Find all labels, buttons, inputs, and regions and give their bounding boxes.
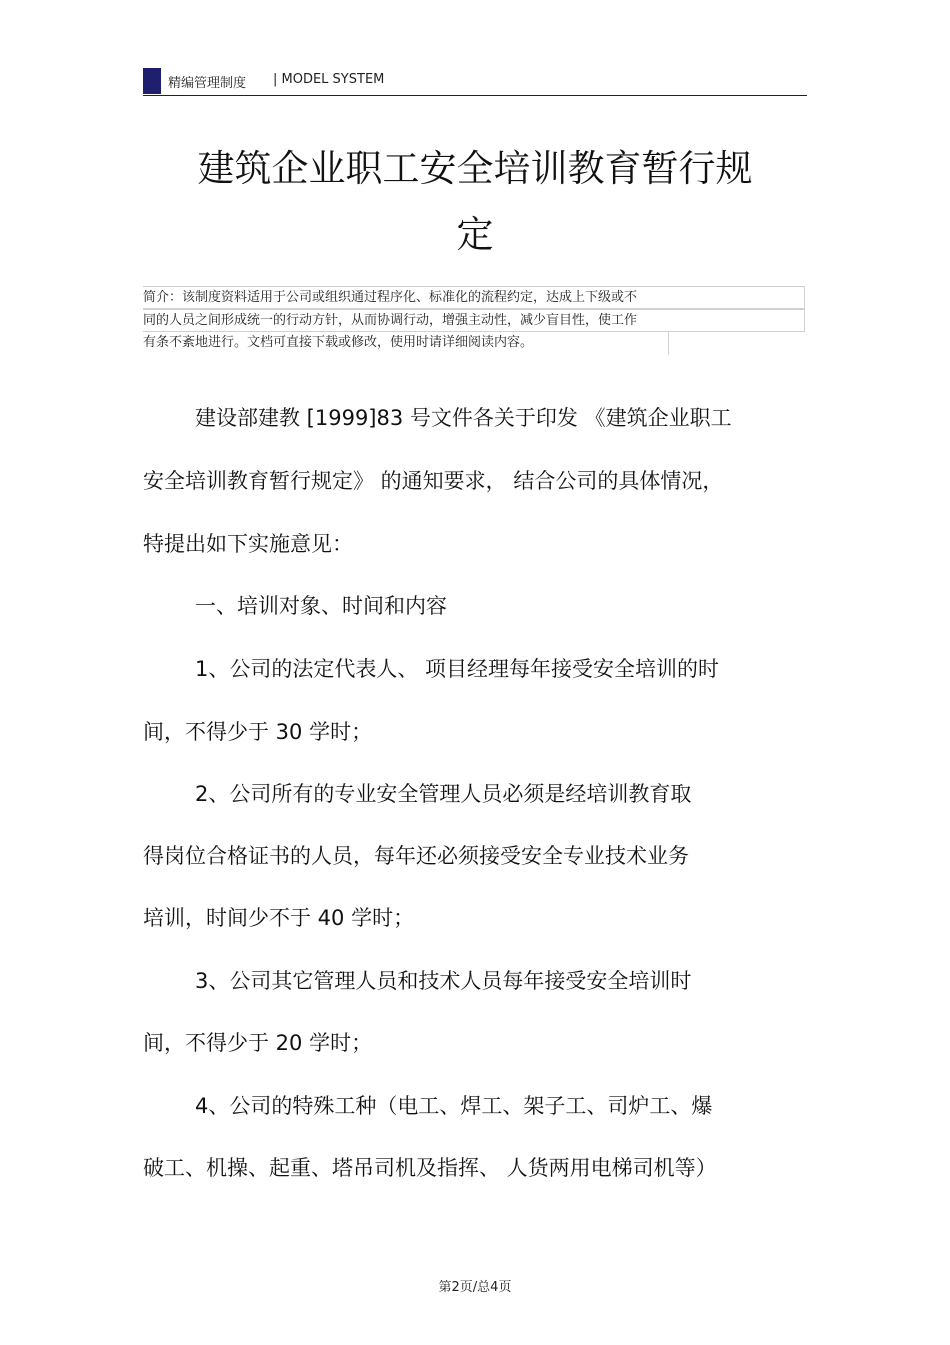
body-line-11: 间，不得少于 20 学时； [143, 1031, 373, 1055]
header-brand: 精编管理制度 [168, 76, 247, 91]
title-line-1: 建筑企业职工安全培训教育暂行规 [197, 147, 753, 190]
section-heading-1: 一、培训对象、时间和内容 [195, 594, 447, 618]
intro-box [143, 286, 805, 355]
title-line-2: 定 [456, 213, 494, 256]
body-line-13: 破工、机操、起重、塔吊司机及指挥、 人货两用电梯司机等） [143, 1156, 717, 1180]
document-title [140, 136, 810, 268]
header-system-label: | MODEL SYSTEM [273, 72, 385, 87]
logo-icon [143, 68, 161, 94]
intro-line-1: 简介：该制度资料适用于公司或组织通过程序化、标准化的流程约定，达成上下级或不 [143, 286, 805, 309]
body-line-9: 培训，时间少不于 40 学时； [143, 906, 415, 930]
body-line-6: 间，不得少于 30 学时； [143, 720, 373, 744]
body-line-7: 2、公司所有的专业安全管理人员必须是经培训教育取 [195, 782, 692, 806]
body-line-12: 4、公司的特殊工种（电工、焊工、架子工、司炉工、爆 [195, 1094, 713, 1118]
body-line-3: 特提出如下实施意见： [143, 532, 353, 556]
body-line-10: 3、公司其它管理人员和技术人员每年接受安全培训时 [195, 969, 692, 993]
body-line-5: 1、公司的法定代表人、 项目经理每年接受安全培训的时 [195, 657, 720, 681]
body-line-1: 建设部建教 [1999]83 号文件各关于印发 《建筑企业职工 [195, 406, 732, 430]
body-line-8: 得岗位合格证书的人员，每年还必须接受安全专业技术业务 [143, 844, 689, 868]
intro-line-2: 同的人员之间形成统一的行动方针，从而协调行动，增强主动性，减少盲目性，使工作 [143, 309, 805, 332]
page-header [143, 66, 807, 96]
page-footer: 第2页/总4页 [438, 1280, 512, 1295]
intro-line-3: 有条不紊地进行。文档可直接下载或修改，使用时请详细阅读内容。 [143, 332, 669, 355]
body-line-2: 安全培训教育暂行规定》 的通知要求， 结合公司的具体情况， [143, 469, 724, 493]
